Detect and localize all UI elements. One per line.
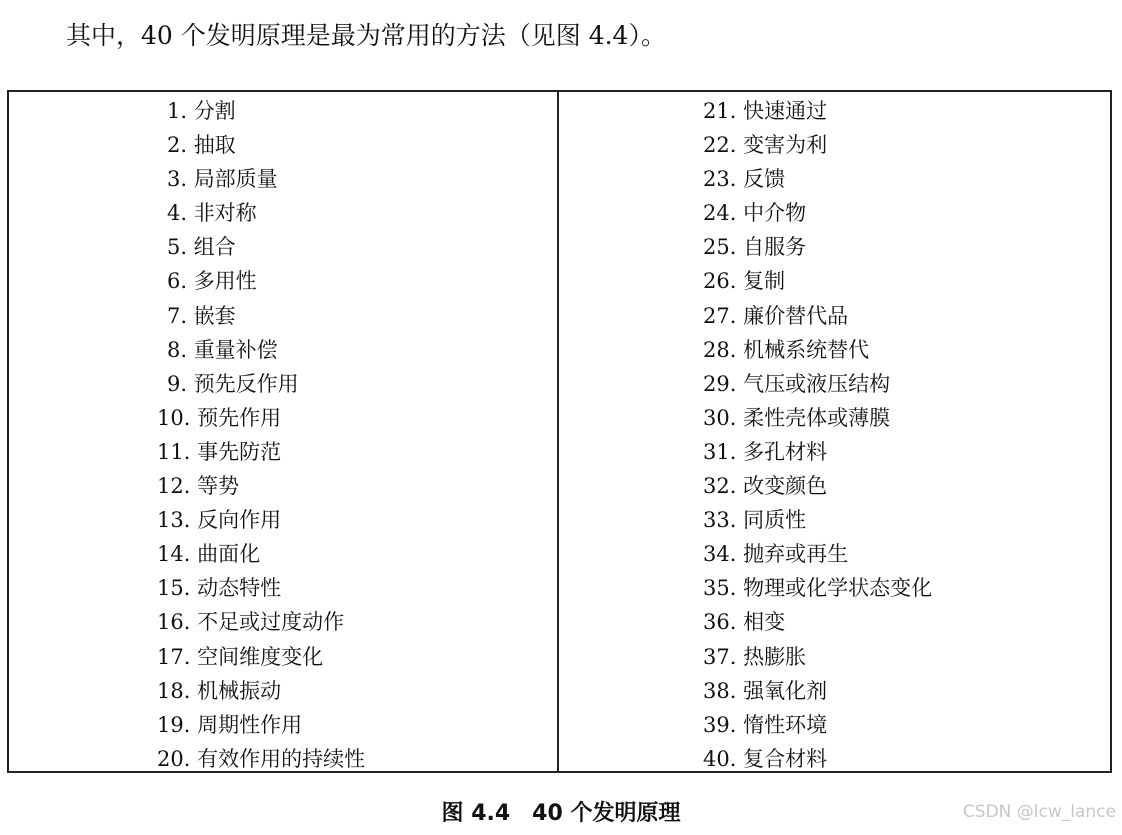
principle-number: 3.	[166, 167, 187, 192]
principle-item	[703, 742, 932, 776]
principle-item	[703, 128, 932, 162]
principle-item	[157, 162, 365, 196]
principle-item	[157, 196, 365, 230]
principle-name: 动态特性	[197, 576, 282, 601]
principle-item	[703, 435, 932, 469]
principle-item	[157, 674, 365, 708]
principle-name: 局部质量	[193, 167, 278, 192]
principle-item	[703, 230, 932, 264]
principle-name: 改变颜色	[743, 474, 828, 499]
principle-name: 嵌套	[193, 303, 236, 328]
principle-name: 反向作用	[197, 508, 282, 533]
principle-item	[703, 367, 932, 401]
principle-item	[703, 401, 932, 435]
principle-item	[157, 503, 365, 537]
principle-number: 23.	[703, 167, 737, 192]
principle-item	[157, 230, 365, 264]
principle-name: 反馈	[743, 167, 786, 192]
principle-item	[703, 196, 932, 230]
principle-number: 13.	[157, 508, 191, 533]
principle-number: 4.	[166, 201, 187, 226]
principle-number: 26.	[703, 269, 737, 294]
principle-number: 37.	[703, 644, 737, 669]
principle-name: 自服务	[743, 235, 807, 260]
principle-item	[703, 503, 932, 537]
principle-item	[157, 94, 365, 128]
principle-name: 抛弃或再生	[743, 542, 849, 567]
principle-item	[157, 571, 365, 605]
principle-name: 柔性壳体或薄膜	[743, 405, 891, 430]
intro-paragraph: 其中，40 个发明原理是最为常用的方法（见图 4.4）。	[66, 21, 666, 50]
principle-name: 非对称	[193, 201, 257, 226]
column-divider	[557, 92, 559, 771]
principle-item	[157, 264, 365, 298]
principle-name: 分割	[193, 99, 236, 123]
principle-name: 有效作用的持续性	[197, 746, 366, 771]
principle-number: 16.	[157, 610, 191, 635]
principle-number: 6.	[166, 269, 187, 294]
principle-number: 12.	[157, 474, 191, 499]
principle-item	[703, 469, 932, 503]
principles-table	[7, 90, 1112, 773]
principle-name: 抽取	[193, 133, 236, 158]
principle-name: 不足或过度动作	[197, 610, 345, 635]
principle-number: 14.	[157, 542, 191, 567]
principle-name: 物理或化学状态变化	[743, 576, 933, 601]
principle-item	[703, 299, 932, 333]
principles-column-right	[703, 94, 932, 776]
principle-number: 22.	[703, 133, 737, 158]
principle-number: 31.	[703, 439, 737, 464]
principles-column-left	[157, 94, 365, 776]
principle-number: 7.	[166, 303, 187, 328]
principle-item	[157, 469, 365, 503]
principle-item	[703, 264, 932, 298]
principle-item	[157, 367, 365, 401]
principle-item	[703, 708, 932, 742]
principle-number: 35.	[703, 576, 737, 601]
principle-name: 机械振动	[197, 678, 282, 703]
principle-name: 预先作用	[197, 405, 282, 430]
principle-name: 气压或液压结构	[743, 371, 891, 396]
principle-number: 10.	[157, 405, 191, 430]
principle-name: 廉价替代品	[743, 303, 849, 328]
principle-name: 快速通过	[743, 99, 828, 123]
principle-number: 39.	[703, 712, 737, 737]
principle-number: 32.	[703, 474, 737, 499]
principle-number: 38.	[703, 678, 737, 703]
principle-name: 事先防范	[197, 439, 282, 464]
principle-number: 33.	[703, 508, 737, 533]
principle-item	[157, 401, 365, 435]
principle-name: 同质性	[743, 508, 807, 533]
principle-name: 周期性作用	[197, 712, 303, 737]
principle-item	[703, 333, 932, 367]
principle-number: 8.	[166, 337, 187, 362]
principle-number: 15.	[157, 576, 191, 601]
principle-number: 19.	[157, 712, 191, 737]
principle-item	[703, 162, 932, 196]
principle-number: 11.	[157, 439, 191, 464]
principle-number: 21.	[703, 99, 737, 123]
principle-item	[157, 640, 365, 674]
principle-item	[157, 742, 365, 776]
principle-number: 27.	[703, 303, 737, 328]
principle-number: 17.	[157, 644, 191, 669]
principle-name: 组合	[193, 235, 236, 260]
principle-name: 重量补偿	[193, 337, 278, 362]
principle-item	[703, 537, 932, 571]
principle-name: 空间维度变化	[197, 644, 324, 669]
principle-number: 1.	[166, 99, 187, 123]
principle-number: 24.	[703, 201, 737, 226]
principle-item	[703, 94, 932, 128]
principle-number: 34.	[703, 542, 737, 567]
principle-name: 等势	[197, 474, 240, 499]
principle-item	[157, 537, 365, 571]
principle-name: 变害为利	[743, 133, 828, 158]
principle-item	[157, 605, 365, 639]
principle-item	[157, 708, 365, 742]
principle-item	[157, 299, 365, 333]
principle-item	[703, 571, 932, 605]
principle-item	[157, 333, 365, 367]
principle-item	[157, 128, 365, 162]
principle-number: 9.	[166, 371, 187, 396]
watermark: CSDN @lcw_lance	[962, 802, 1116, 822]
principle-name: 多孔材料	[743, 439, 828, 464]
principle-number: 40.	[703, 746, 737, 771]
principle-item	[157, 435, 365, 469]
principle-number: 5.	[166, 235, 187, 260]
figure-caption: 图 4.4 40 个发明原理	[441, 801, 681, 826]
principle-number: 18.	[157, 678, 191, 703]
principle-name: 多用性	[193, 269, 257, 294]
principle-name: 复合材料	[743, 746, 828, 771]
principle-number: 36.	[703, 610, 737, 635]
principle-name: 预先反作用	[193, 371, 299, 396]
principle-number: 20.	[157, 746, 191, 771]
principle-name: 惰性环境	[743, 712, 828, 737]
principle-item	[703, 640, 932, 674]
principle-number: 29.	[703, 371, 737, 396]
principle-name: 强氧化剂	[743, 678, 828, 703]
principle-name: 复制	[743, 269, 786, 294]
principle-name: 热膨胀	[743, 644, 807, 669]
principle-name: 相变	[743, 610, 786, 635]
principle-name: 曲面化	[197, 542, 261, 567]
principle-number: 2.	[166, 133, 187, 158]
principle-number: 28.	[703, 337, 737, 362]
principle-number: 25.	[703, 235, 737, 260]
principle-item	[703, 605, 932, 639]
principle-item	[703, 674, 932, 708]
principle-name: 机械系统替代	[743, 337, 870, 362]
principle-name: 中介物	[743, 201, 807, 226]
principle-number: 30.	[703, 405, 737, 430]
